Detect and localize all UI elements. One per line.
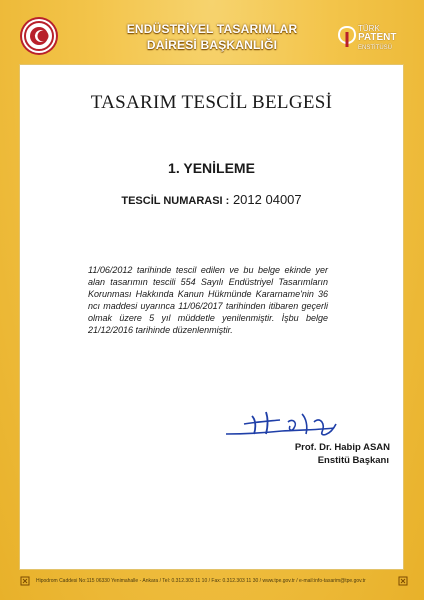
registration-label: TESCİL NUMARASI : <box>121 195 230 207</box>
signature-icon <box>222 404 352 444</box>
signatory-name: Prof. Dr. Habip ASAN <box>294 442 390 453</box>
footer-mark-icon <box>398 576 408 586</box>
signatory-role: Enstitü Başkanı <box>317 455 389 466</box>
header-title-line2: DAİRESİ BAŞKANLIĞI <box>146 38 278 52</box>
document-title: TASARIM TESCİL BELGESİ <box>90 92 333 113</box>
footer-address: Hipodrom Caddesi No:115 06330 Yenimahalle - Ankara / Tel: 0.312.303 11 10 / Fax: 0.312.303 11 30 / www.tpe.gov.tr / e-mail:info-tasarim@tpe.gov.tr <box>36 578 366 584</box>
registration-row <box>19 192 404 207</box>
certificate-body-text: 11/06/2012 tarihinde tescil edilen ve bu belge ekinde yer alan tasarımın tescili 554 Sayılı Endüstriyel Tasarımların Korunması Hakkında Kanun Hükmünde Kararname'nin 36 ncı maddesi uyarınca 11/06/2017 tarihinden itibaren geçerli olmak üzere 5 yıl müddetle yenilenmiştir. İşbu belge 21/12/2016 tarihinde düzenlenmiştir. <box>88 265 328 335</box>
patent-mark-icon <box>338 25 356 49</box>
renewal-heading: 1. YENİLEME <box>168 160 255 176</box>
footer-mark-icon <box>20 576 30 586</box>
header-title-line1: ENDÜSTRİYEL TASARIMLAR <box>126 22 298 36</box>
logo-text-enstitusu: ENSTİTÜSÜ <box>358 45 393 51</box>
registration-number: 2012 04007 <box>232 192 302 207</box>
logo-text-patent: PATENT <box>358 32 397 43</box>
logo-text-turk: TÜRK <box>358 24 380 33</box>
turk-patent-logo <box>338 20 416 56</box>
